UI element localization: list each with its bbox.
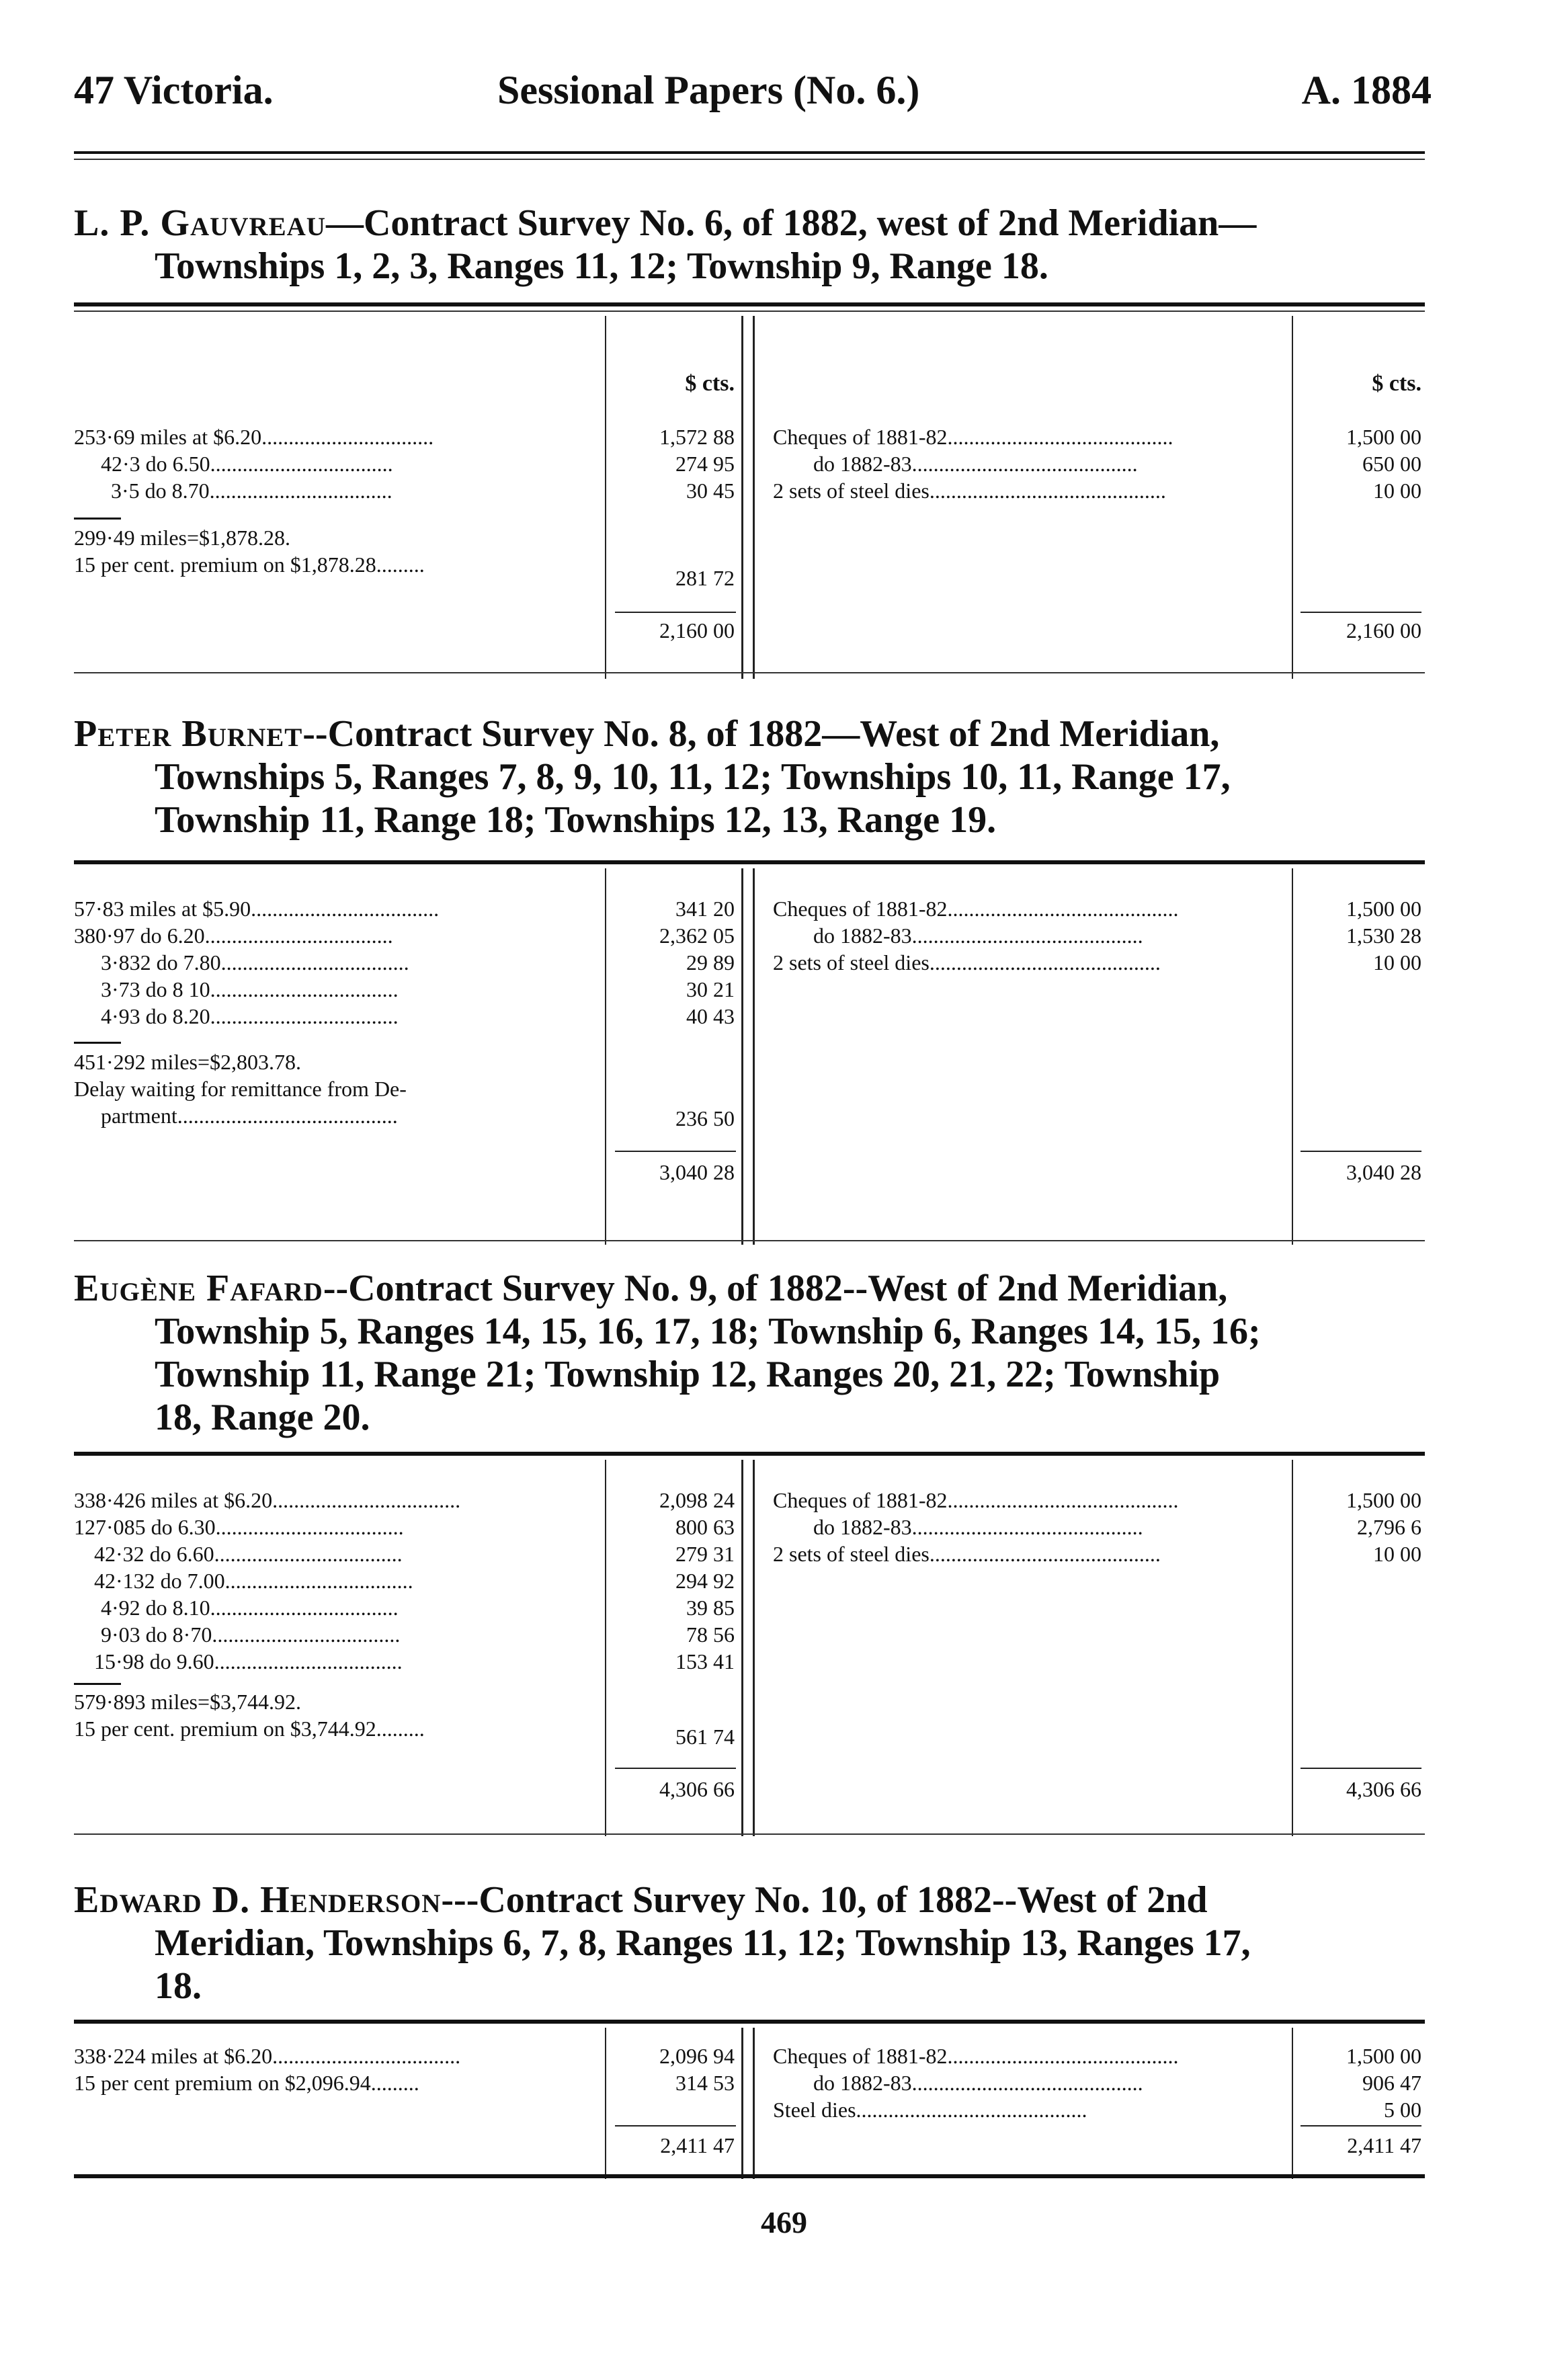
surveyor-name: L. P. Gauvreau bbox=[74, 202, 326, 244]
credit-row-amount: 10 00 bbox=[1373, 1542, 1421, 1566]
credit-row-amount: 1,500 00 bbox=[1346, 425, 1421, 449]
header-session: 47 Victoria. bbox=[74, 68, 274, 112]
total-rule bbox=[1301, 612, 1421, 613]
credit-row-label: Cheques of 1881-82........................................... bbox=[773, 1488, 1179, 1512]
credit-row-amount: 1,500 00 bbox=[1346, 2044, 1421, 2068]
section-end-rule bbox=[74, 1240, 1425, 1241]
debit-row-label: 4·93 do 8.20................................... bbox=[101, 1004, 399, 1028]
debit-row-label: 4·92 do 8.10................................... bbox=[101, 1596, 399, 1620]
credit-row-label: 2 sets of steel dies........................................... bbox=[773, 950, 1161, 975]
debit-total: 2,411 47 bbox=[660, 2133, 735, 2157]
column-divider bbox=[605, 316, 606, 679]
debit-row-label: 15·98 do 9.60................................... bbox=[94, 1649, 403, 1674]
debit-row-amount: 153 41 bbox=[675, 1649, 735, 1674]
header-year: A. 1884 bbox=[1301, 68, 1432, 112]
dollars-cents-label: $ cts. bbox=[685, 371, 735, 396]
debit-row-label: 3·73 do 8 10................................... bbox=[101, 977, 399, 1001]
subtotal-rule bbox=[74, 1042, 121, 1044]
section-title-line: Townships 1, 2, 3, Ranges 11, 12; Township 9, Range 18. bbox=[155, 245, 1048, 287]
column-divider bbox=[605, 1460, 606, 1836]
section-title-text: ---Contract Survey No. 10, of 1882--West of 2nd bbox=[441, 1879, 1208, 1921]
column-divider-double bbox=[741, 1460, 755, 1836]
debit-row-label: 42·3 do 6.50.................................. bbox=[101, 452, 393, 476]
total-rule bbox=[1301, 1151, 1421, 1152]
total-rule bbox=[1301, 1768, 1421, 1769]
column-divider bbox=[1292, 2028, 1293, 2179]
credit-row-amount: 906 47 bbox=[1362, 2071, 1421, 2095]
credit-row-label: do 1882-83.......................................... bbox=[813, 452, 1138, 476]
debit-total: 3,040 28 bbox=[659, 1160, 735, 1184]
debit-row-label: 338·426 miles at $6.20................................... bbox=[74, 1488, 461, 1512]
section-title-line: Township 5, Ranges 14, 15, 16, 17, 18; Township 6, Ranges 14, 15, 16; bbox=[155, 1311, 1261, 1352]
total-rule bbox=[615, 2125, 736, 2127]
section-end-rule bbox=[74, 672, 1425, 673]
credit-row-label: Cheques of 1881-82........................................... bbox=[773, 2044, 1179, 2068]
section-title-line: Meridian, Townships 6, 7, 8, Ranges 11, 12; Township 13, Ranges 17, bbox=[155, 1922, 1251, 1964]
debit-row-label: 253·69 miles at $6.20................................ bbox=[74, 425, 434, 449]
section-title-burnet bbox=[74, 712, 1425, 841]
credit-row-amount: 1,530 28 bbox=[1346, 923, 1421, 948]
section-title-text: --Contract Survey No. 9, of 1882--West of 2nd Meridian, bbox=[323, 1268, 1228, 1309]
total-rule bbox=[615, 1768, 736, 1769]
header-rule-bottom bbox=[74, 159, 1425, 160]
credit-row-amount: 5 00 bbox=[1384, 2098, 1421, 2122]
account-table-henderson bbox=[74, 2028, 1425, 2179]
account-table-burnet bbox=[74, 868, 1425, 1245]
column-divider bbox=[1292, 868, 1293, 1245]
debit-row-label: 9·03 do 8·70................................... bbox=[101, 1622, 401, 1647]
debit-row-amount: 40 43 bbox=[686, 1004, 735, 1028]
miles-total: 299·49 miles=$1,878.28. bbox=[74, 526, 291, 550]
debit-row-amount: 39 85 bbox=[686, 1596, 735, 1620]
section-end-rule bbox=[74, 1833, 1425, 1835]
section-title-line: Township 11, Range 21; Township 12, Ranges 20, 21, 22; Township bbox=[155, 1354, 1221, 1395]
section-title-text: --Contract Survey No. 8, of 1882—West of 2nd Meridian, bbox=[302, 713, 1220, 755]
credit-row-label: Steel dies........................................... bbox=[773, 2098, 1087, 2122]
column-divider bbox=[605, 868, 606, 1245]
credit-row-label: 2 sets of steel dies............................................ bbox=[773, 479, 1166, 503]
debit-row-label: partment......................................... bbox=[101, 1104, 398, 1128]
debit-row-amount: 236 50 bbox=[675, 1106, 735, 1130]
surveyor-name: Edward D. Henderson bbox=[74, 1879, 442, 1921]
column-divider-double bbox=[741, 2028, 755, 2179]
section-rule bbox=[74, 302, 1425, 306]
total-rule bbox=[615, 1151, 736, 1152]
credit-total: 4,306 66 bbox=[1346, 1777, 1421, 1801]
section-end-rule bbox=[74, 2174, 1425, 2178]
section-title-fafard bbox=[74, 1267, 1425, 1439]
debit-row-amount: 1,572 88 bbox=[659, 425, 735, 449]
debit-row-amount: 341 20 bbox=[675, 897, 735, 921]
header-rule-top bbox=[74, 151, 1425, 154]
account-table-fafard bbox=[74, 1460, 1425, 1836]
debit-row-amount: 800 63 bbox=[675, 1515, 735, 1539]
credit-row-label: do 1882-83........................................... bbox=[813, 2071, 1143, 2095]
debit-row-label: Delay waiting for remittance from De- bbox=[74, 1077, 407, 1101]
credit-row-amount: 1,500 00 bbox=[1346, 897, 1421, 921]
page-header bbox=[74, 67, 1432, 121]
debit-row-amount: 561 74 bbox=[675, 1725, 735, 1749]
miles-total: 579·893 miles=$3,744.92. bbox=[74, 1690, 302, 1714]
column-divider-double bbox=[741, 868, 755, 1245]
credit-row-amount: 2,796 6 bbox=[1357, 1515, 1421, 1539]
section-rule bbox=[74, 2020, 1425, 2024]
column-divider-double bbox=[741, 316, 755, 679]
section-title-line: Township 11, Range 18; Townships 12, 13, Range 19. bbox=[155, 799, 997, 841]
credit-row-label: Cheques of 1881-82........................................... bbox=[773, 897, 1179, 921]
debit-row-label: 3·5 do 8.70.................................. bbox=[111, 479, 393, 503]
surveyor-name: Eugène Fafard bbox=[74, 1268, 323, 1309]
debit-row-amount: 29 89 bbox=[686, 950, 735, 975]
section-title-line: 18, Range 20. bbox=[155, 1397, 370, 1438]
header-title: Sessional Papers (No. 6.) bbox=[497, 68, 920, 112]
credit-row-amount: 10 00 bbox=[1373, 950, 1421, 975]
section-rule bbox=[74, 1452, 1425, 1456]
debit-row-amount: 2,096 94 bbox=[659, 2044, 735, 2068]
debit-row-amount: 30 21 bbox=[686, 977, 735, 1001]
subtotal-rule bbox=[74, 518, 121, 520]
credit-row-amount: 1,500 00 bbox=[1346, 1488, 1421, 1512]
debit-row-amount: 78 56 bbox=[686, 1622, 735, 1647]
debit-row-amount: 30 45 bbox=[686, 479, 735, 503]
total-rule bbox=[1301, 2125, 1421, 2127]
debit-row-label: 338·224 miles at $6.20................................... bbox=[74, 2044, 461, 2068]
credit-row-label: do 1882-83........................................... bbox=[813, 923, 1143, 948]
credit-total: 2,160 00 bbox=[1346, 618, 1421, 643]
credit-row-amount: 10 00 bbox=[1373, 479, 1421, 503]
subtotal-rule bbox=[74, 1683, 121, 1685]
credit-total: 3,040 28 bbox=[1346, 1160, 1421, 1184]
debit-row-amount: 2,098 24 bbox=[659, 1488, 735, 1512]
surveyor-name: Peter Burnet bbox=[74, 713, 303, 755]
debit-row-amount: 274 95 bbox=[675, 452, 735, 476]
debit-row-label: 15 per cent. premium on $1,878.28......... bbox=[74, 552, 425, 577]
debit-row-label: 42·32 do 6.60................................... bbox=[94, 1542, 403, 1566]
column-divider bbox=[1292, 316, 1293, 679]
section-rule bbox=[74, 311, 1425, 312]
debit-row-label: 42·132 do 7.00................................... bbox=[94, 1569, 413, 1593]
debit-row-amount: 2,362 05 bbox=[659, 923, 735, 948]
debit-total: 4,306 66 bbox=[659, 1777, 735, 1801]
debit-row-amount: 314 53 bbox=[675, 2071, 735, 2095]
section-title-henderson bbox=[74, 1879, 1425, 2008]
column-divider bbox=[605, 2028, 606, 2179]
credit-row-label: Cheques of 1881-82.......................................... bbox=[773, 425, 1173, 449]
debit-row-label: 3·832 do 7.80................................... bbox=[101, 950, 409, 975]
dollars-cents-label: $ cts. bbox=[1372, 371, 1421, 396]
debit-row-label: 15 per cent premium on $2,096.94......... bbox=[74, 2071, 419, 2095]
total-rule bbox=[615, 612, 736, 613]
section-title-line: 18. bbox=[155, 1965, 202, 2007]
debit-row-label: 127·085 do 6.30................................... bbox=[74, 1515, 404, 1539]
debit-total: 2,160 00 bbox=[659, 618, 735, 643]
page-number: 469 bbox=[761, 2205, 807, 2239]
section-title-text: —Contract Survey No. 6, of 1882, west of 2nd Meridian— bbox=[325, 202, 1257, 244]
debit-row-label: 380·97 do 6.20................................... bbox=[74, 923, 393, 948]
debit-row-amount: 294 92 bbox=[675, 1569, 735, 1593]
credit-row-label: 2 sets of steel dies........................................... bbox=[773, 1542, 1161, 1566]
debit-row-label: 57·83 miles at $5.90................................... bbox=[74, 897, 440, 921]
column-divider bbox=[1292, 1460, 1293, 1836]
account-table-gauvreau bbox=[74, 316, 1425, 679]
section-title-gauvreau bbox=[74, 202, 1425, 288]
credit-row-amount: 650 00 bbox=[1362, 452, 1421, 476]
credit-row-label: do 1882-83........................................... bbox=[813, 1515, 1143, 1539]
debit-row-label: 15 per cent. premium on $3,744.92......... bbox=[74, 1717, 425, 1741]
miles-total: 451·292 miles=$2,803.78. bbox=[74, 1050, 302, 1074]
debit-row-amount: 279 31 bbox=[675, 1542, 735, 1566]
debit-row-amount: 281 72 bbox=[675, 566, 735, 590]
section-title-line: Townships 5, Ranges 7, 8, 9, 10, 11, 12; Townships 10, 11, Range 17, bbox=[155, 756, 1231, 798]
credit-total: 2,411 47 bbox=[1347, 2133, 1421, 2157]
section-rule bbox=[74, 860, 1425, 864]
